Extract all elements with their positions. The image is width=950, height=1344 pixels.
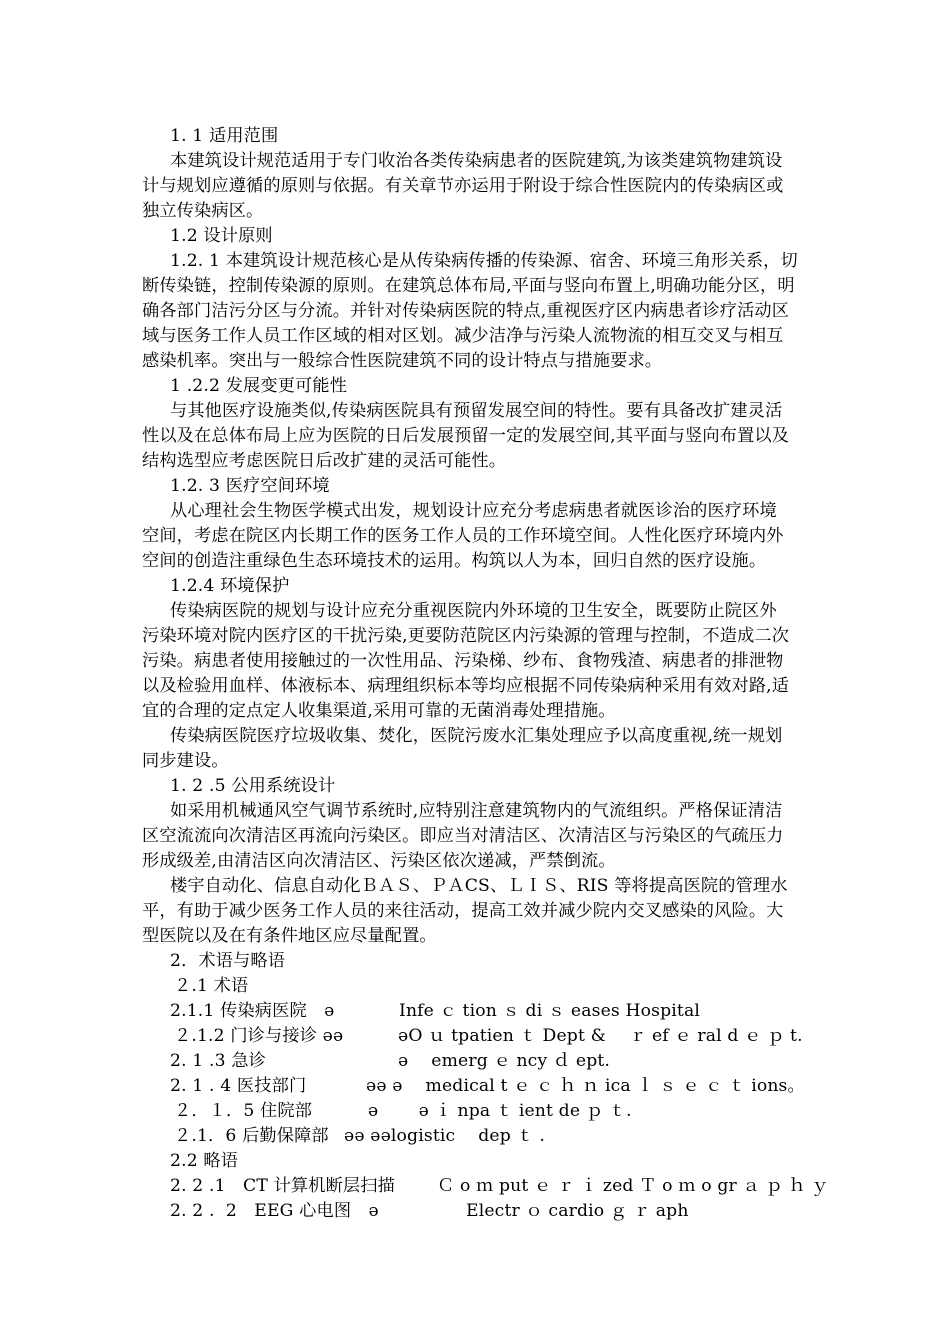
term-en: əə ə medical t ｅ ｃ ｈ ｎ ica ｌ ｓ ｅ ｃ ｔ ions。 — [366, 1076, 805, 1096]
paragraph-line: 宜的合理的定点定人收集渠道,采用可靠的无菌消毒处理措施。 — [142, 701, 616, 721]
paragraph-line: 楼宇自动化、信息自动化ＢＡＳ、ＰＡCS、ＬＩＳ、RIS 等将提高医院的管理水 — [170, 876, 788, 896]
paragraph-line: 区空流流向次清洁区再流向污染区。即应当对清洁区、次清洁区与污染区的气疏压力 — [142, 826, 784, 846]
heading-1-2-5: 1. 2 .5 公用系统设计 — [170, 776, 336, 796]
paragraph-line: 结构选型应考虑医院日后改扩建的灵活可能性。 — [142, 451, 507, 471]
term-en: əO ｕ tpatien ｔ Dept & ｒ ef ｅ ral d ｅ ｐ t. — [398, 1026, 803, 1046]
term-zh: ２.1．6 后勤保障部 — [174, 1126, 329, 1146]
paragraph-line: 感染机率。突出与一般综合性医院建筑不同的设计特点与措施要求。 — [142, 351, 663, 371]
heading-2-2: 2.2 略语 — [170, 1151, 239, 1171]
heading-2-1: ２.1 术语 — [174, 976, 249, 996]
paragraph-line: 传染病医院医疗垃圾收集、焚化，医院污废水汇集处理应予以高度重视,统一规划 — [170, 726, 783, 746]
paragraph-line: 1.2. 1 本建筑设计规范核心是从传染病传播的传染源、宿舍、环境三角形关系，切 — [170, 251, 798, 271]
heading-1-2: 1.2 设计原则 — [170, 226, 273, 246]
heading-1-2-2: 1 .2.2 发展变更可能性 — [170, 376, 348, 396]
paragraph-line: 计与规划应遵循的原则与依据。有关章节亦运用于附设于综合性医院内的传染病区或 — [142, 176, 784, 196]
term-en: ə emerg ｅ ncy ｄ ept. — [398, 1051, 611, 1071]
heading-2: 2．术语与略语 — [170, 951, 286, 971]
abbr-en: Electr ｏ cardio ｇ ｒ aph — [466, 1201, 689, 1221]
heading-1-2-4: 1.2.4 环境保护 — [170, 576, 290, 596]
abbr-zh: 2. 2 .1 CT 计算机断层扫描 — [170, 1176, 395, 1196]
paragraph-line: 传染病医院的规划与设计应充分重视医院内外环境的卫生安全，既要防止院区外 — [170, 601, 777, 621]
paragraph-line: 确各部门洁污分区与分流。并针对传染病医院的特点,重视医疗区内病患者诊疗活动区 — [142, 301, 790, 321]
paragraph-line: 以及检验用血样、体液标本、病理组织标本等均应根据不同传染病种采用有效对路,适 — [142, 676, 790, 696]
paragraph-line: 型医院以及在有条件地区应尽量配置。 — [142, 926, 437, 946]
paragraph-line: 与其他医疗设施类似,传染病医院具有预留发展空间的特性。要有具备改扩建灵活 — [170, 401, 783, 421]
paragraph-line: 污染。病患者使用接触过的一次性用品、污染梯、纱布、食物残渣、病患者的排泄物 — [142, 651, 784, 671]
term-en: Infe ｃ tion ｓ di ｓ eases Hospital — [399, 1001, 701, 1021]
paragraph-line: 独立传染病区。 — [142, 201, 264, 221]
heading-1-1: 1. 1 适用范围 — [170, 126, 279, 146]
term-zh: 2. 1 . 4 医技部门 — [170, 1076, 307, 1096]
heading-1-2-3: 1.2. 3 医疗空间环境 — [170, 476, 330, 496]
paragraph-line: 从心理社会生物医学模式出发，规划设计应充分考虑病患者就医诊治的医疗环境 — [170, 501, 777, 521]
paragraph-line: 域与医务工作人员工作区域的相对区划。减少洁净与污染人流物流的相互交叉与相互 — [142, 326, 784, 346]
abbr-en: Ｃ o ｍ put ｅ ｒ ｉ zed Ｔ o ｍ o gr ａ ｐ ｈ ｙ — [437, 1176, 829, 1196]
paragraph-line: 如采用机械通风空气调节系统时,应特别注意建筑物内的气流组织。严格保证清洁 — [170, 801, 783, 821]
paragraph-line: 污染环境对院内医疗区的干扰污染,更要防范院区内污染源的管理与控制，不造成二次 — [142, 626, 790, 646]
paragraph-line: 空间的创造注重绿色生态环境技术的运用。构筑以人为本，回归自然的医疗设施。 — [142, 551, 767, 571]
paragraph-line: 空间，考虑在院区内长期工作的医务工作人员的工作环境空间。人性化医疗环境内外 — [142, 526, 784, 546]
paragraph-line: 性以及在总体布局上应为医院的日后发展预留一定的发展空间,其平面与竖向布置以及 — [142, 426, 790, 446]
term-en: əə əəlogistic dep ｔ . — [344, 1126, 546, 1146]
term-zh: 2.1.1 传染病医院 ə — [170, 1001, 335, 1021]
term-en: ə ə ｉ npa ｔ ient de ｐ ｔ. — [368, 1101, 632, 1121]
paragraph-line: 形成级差,由清洁区向次清洁区、污染区依次递减，严禁倒流。 — [142, 851, 616, 871]
term-zh: ２.1.2 门诊与接诊 əə — [174, 1026, 344, 1046]
paragraph-line: 断传染链，控制传染源的原则。在建筑总体布局,平面与竖向布置上,明确功能分区，明 — [142, 276, 795, 296]
paragraph-line: 同步建设。 — [142, 751, 229, 771]
abbr-zh: 2. 2 . 2 EEG 心电图 ə — [170, 1201, 379, 1221]
term-zh: 2. 1 .3 急诊 — [170, 1051, 266, 1071]
term-zh: ２．１．5 住院部 — [174, 1101, 313, 1121]
paragraph-line: 本建筑设计规范适用于专门收治各类传染病患者的医院建筑,为该类建筑物建筑设 — [170, 151, 783, 171]
paragraph-line: 平，有助于减少医务工作人员的来往活动，提高工效并减少院内交叉感染的风险。大 — [142, 901, 784, 921]
